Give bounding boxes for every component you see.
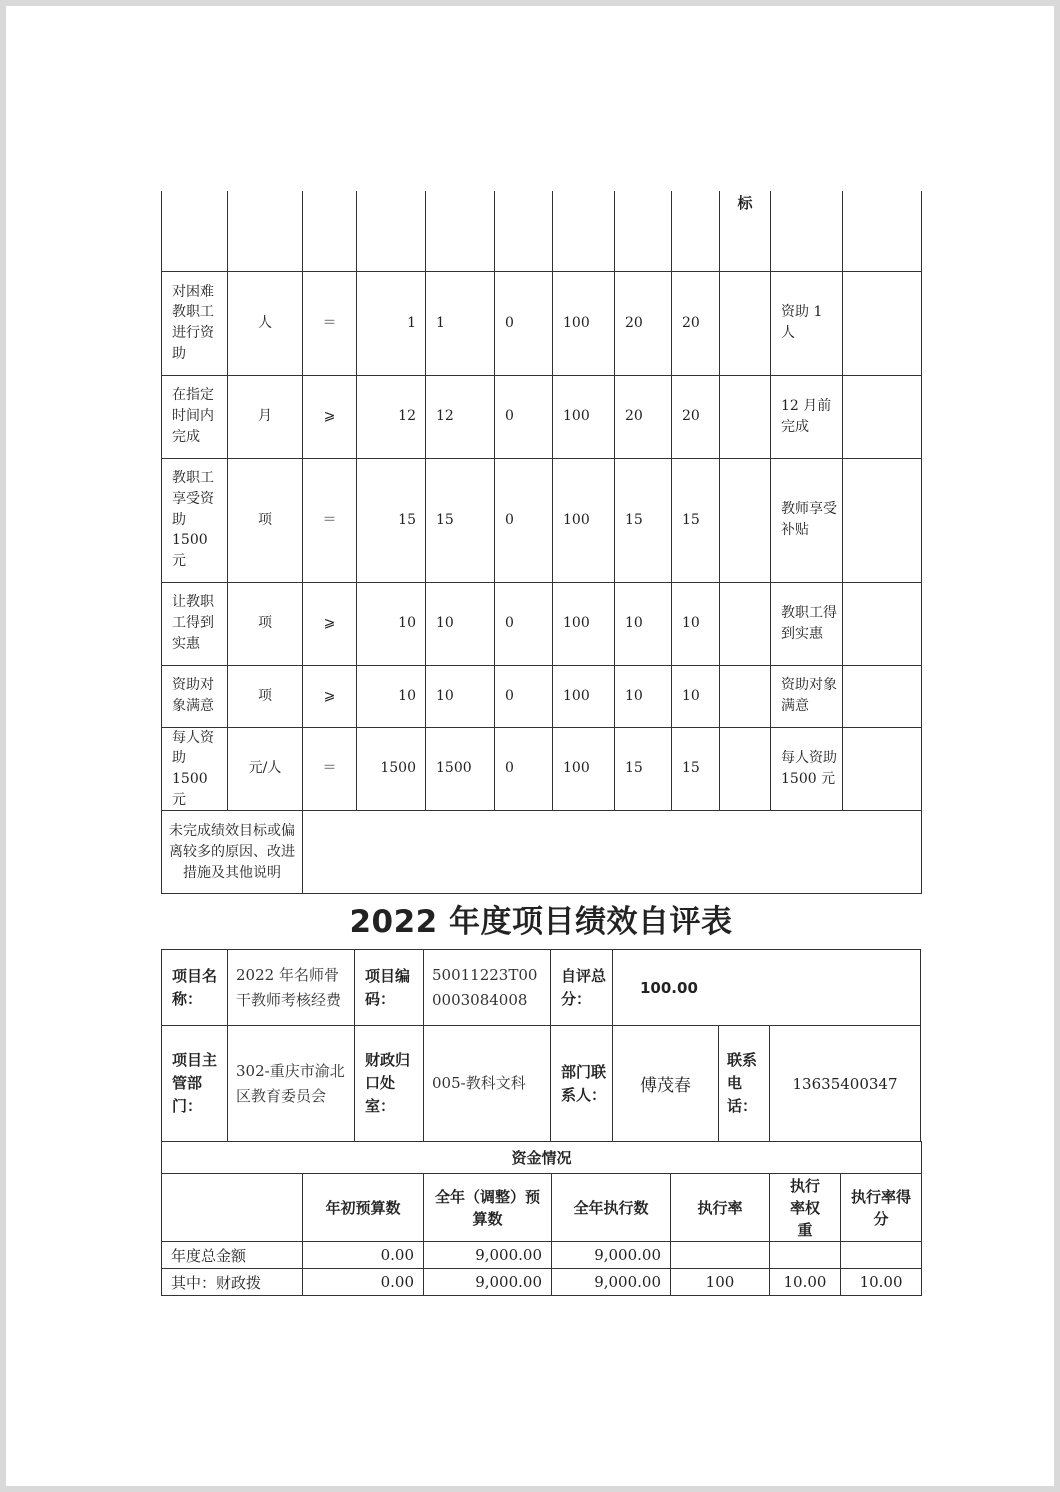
- indicator-actual: 10: [426, 582, 495, 665]
- indicator-target: 1: [357, 271, 426, 375]
- table-row: [162, 271, 922, 375]
- indicator-rate: 100: [553, 582, 615, 665]
- indicator-operator: ＝: [303, 271, 357, 375]
- indicator-target: 12: [357, 375, 426, 458]
- indicator-note: 教职工得到实惠: [771, 582, 843, 665]
- indicator-note: 每人资助 1500 元: [771, 727, 843, 811]
- exec-rate: [671, 1242, 770, 1269]
- table-row: [162, 950, 921, 1026]
- rate-weight: 10.00: [770, 1269, 841, 1296]
- project-code-label: 项目编码：: [355, 950, 424, 1026]
- indicator-name: 对困难教职工进行资助: [162, 271, 228, 375]
- performance-indicator-table: [161, 191, 922, 894]
- initial-budget: 0.00: [303, 1269, 424, 1296]
- row-label: 其中：财政拨: [162, 1269, 303, 1296]
- indicator-weight: 10: [615, 582, 672, 665]
- indicator-score: 15: [672, 727, 720, 811]
- document-page: [6, 6, 1054, 1486]
- indicator-unit: 月: [228, 375, 303, 458]
- indicator-name: 每人资助 1500 元: [162, 727, 228, 811]
- indicator-actual: 12: [426, 375, 495, 458]
- indicator-target: 10: [357, 582, 426, 665]
- indicator-weight: 10: [615, 665, 672, 727]
- indicator-rate: 100: [553, 727, 615, 811]
- table-row: [162, 191, 922, 271]
- indicator-deviation: 0: [495, 375, 553, 458]
- table-row: [162, 1242, 922, 1269]
- indicator-note: 资助 1 人: [771, 271, 843, 375]
- project-info-table: [161, 949, 921, 1142]
- indicator-note: 12 月前完成: [771, 375, 843, 458]
- indicator-score: 15: [672, 458, 720, 582]
- indicator-deviation: 0: [495, 271, 553, 375]
- dept: 302-重庆市渝北区教育委员会: [228, 1026, 355, 1142]
- table-row: [162, 811, 922, 894]
- indicator-name: 在指定时间内完成: [162, 375, 228, 458]
- indicator-operator: ⩾: [303, 375, 357, 458]
- unfinished-reason-value: [303, 811, 922, 894]
- dept-label: 项目主管部门：: [162, 1026, 228, 1142]
- rate-weight: [770, 1242, 841, 1269]
- col-rate-score: 执行率得分: [841, 1174, 922, 1242]
- indicator-weight: 15: [615, 458, 672, 582]
- header-fragment: 标: [720, 191, 771, 271]
- indicator-note: 资助对象满意: [771, 665, 843, 727]
- header-blank: [162, 1174, 303, 1242]
- contact-person: 傅茂春: [613, 1026, 719, 1142]
- indicator-weight: 15: [615, 727, 672, 811]
- executed: 9,000.00: [552, 1242, 671, 1269]
- funding-table: [161, 1141, 922, 1296]
- phone: 13635400347: [770, 1026, 921, 1142]
- project-name: 2022 年名师骨干教师考核经费: [228, 950, 355, 1026]
- self-score-label: 自评总分：: [551, 950, 613, 1026]
- indicator-operator: ＝: [303, 727, 357, 811]
- project-name-label: 项目名称：: [162, 950, 228, 1026]
- indicator-unit: 人: [228, 271, 303, 375]
- indicator-actual: 10: [426, 665, 495, 727]
- contact-label: 部门联系人：: [551, 1026, 613, 1142]
- table-row: [162, 375, 922, 458]
- indicator-target: 15: [357, 458, 426, 582]
- indicator-weight: 20: [615, 375, 672, 458]
- executed: 9,000.00: [552, 1269, 671, 1296]
- table-row: [162, 1142, 922, 1174]
- indicator-operator: ＝: [303, 458, 357, 582]
- unfinished-reason-label: 未完成绩效目标或偏离较多的原因、改进措施及其他说明: [162, 811, 303, 894]
- table-row: [162, 1026, 921, 1142]
- project-code: 50011223T000003084008: [424, 950, 551, 1026]
- indicator-unit: 项: [228, 665, 303, 727]
- phone-label: 联系电话：: [719, 1026, 770, 1142]
- indicator-unit: 项: [228, 458, 303, 582]
- indicator-name: 教职工享受资助 1500 元: [162, 458, 228, 582]
- col-initial-budget: 年初预算数: [303, 1174, 424, 1242]
- indicator-name: 资助对象满意: [162, 665, 228, 727]
- indicator-name: 让教职工得到实惠: [162, 582, 228, 665]
- indicator-note: 教师享受补贴: [771, 458, 843, 582]
- indicator-rate: 100: [553, 665, 615, 727]
- indicator-actual: 15: [426, 458, 495, 582]
- page-title: 2022 年度项目绩效自评表: [349, 904, 733, 940]
- col-exec-rate: 执行率: [671, 1174, 770, 1242]
- table-row: [162, 1174, 922, 1242]
- table-row: [162, 727, 922, 811]
- indicator-score: 20: [672, 271, 720, 375]
- table-row: [162, 458, 922, 582]
- rate-score: 10.00: [841, 1269, 922, 1296]
- col-adjusted-budget: 全年（调整）预算数: [424, 1174, 552, 1242]
- finance-office-label: 财政归口处室：: [355, 1026, 424, 1142]
- col-executed: 全年执行数: [552, 1174, 671, 1242]
- indicator-actual: 1: [426, 271, 495, 375]
- indicator-target: 1500: [357, 727, 426, 811]
- indicator-deviation: 0: [495, 458, 553, 582]
- table-row: [162, 1269, 922, 1296]
- finance-office: 005-教科文科: [424, 1026, 551, 1142]
- initial-budget: 0.00: [303, 1242, 424, 1269]
- indicator-weight: 20: [615, 271, 672, 375]
- col-rate-weight: 执行率权重: [770, 1174, 841, 1242]
- row-label: 年度总金额: [162, 1242, 303, 1269]
- adjusted-budget: 9,000.00: [424, 1269, 552, 1296]
- indicator-actual: 1500: [426, 727, 495, 811]
- exec-rate: 100: [671, 1269, 770, 1296]
- indicator-deviation: 0: [495, 665, 553, 727]
- rate-score: [841, 1242, 922, 1269]
- indicator-score: 10: [672, 665, 720, 727]
- indicator-operator: ⩾: [303, 582, 357, 665]
- indicator-rate: 100: [553, 458, 615, 582]
- table-row: [162, 582, 922, 665]
- indicator-deviation: 0: [495, 727, 553, 811]
- indicator-unit: 元/人: [228, 727, 303, 811]
- funding-section-title: 资金情况: [162, 1142, 922, 1174]
- table-row: [162, 665, 922, 727]
- indicator-target: 10: [357, 665, 426, 727]
- indicator-rate: 100: [553, 271, 615, 375]
- indicator-rate: 100: [553, 375, 615, 458]
- indicator-operator: ⩾: [303, 665, 357, 727]
- adjusted-budget: 9,000.00: [424, 1242, 552, 1269]
- self-score: 100.00: [613, 950, 921, 1026]
- indicator-score: 20: [672, 375, 720, 458]
- indicator-score: 10: [672, 582, 720, 665]
- indicator-deviation: 0: [495, 582, 553, 665]
- indicator-unit: 项: [228, 582, 303, 665]
